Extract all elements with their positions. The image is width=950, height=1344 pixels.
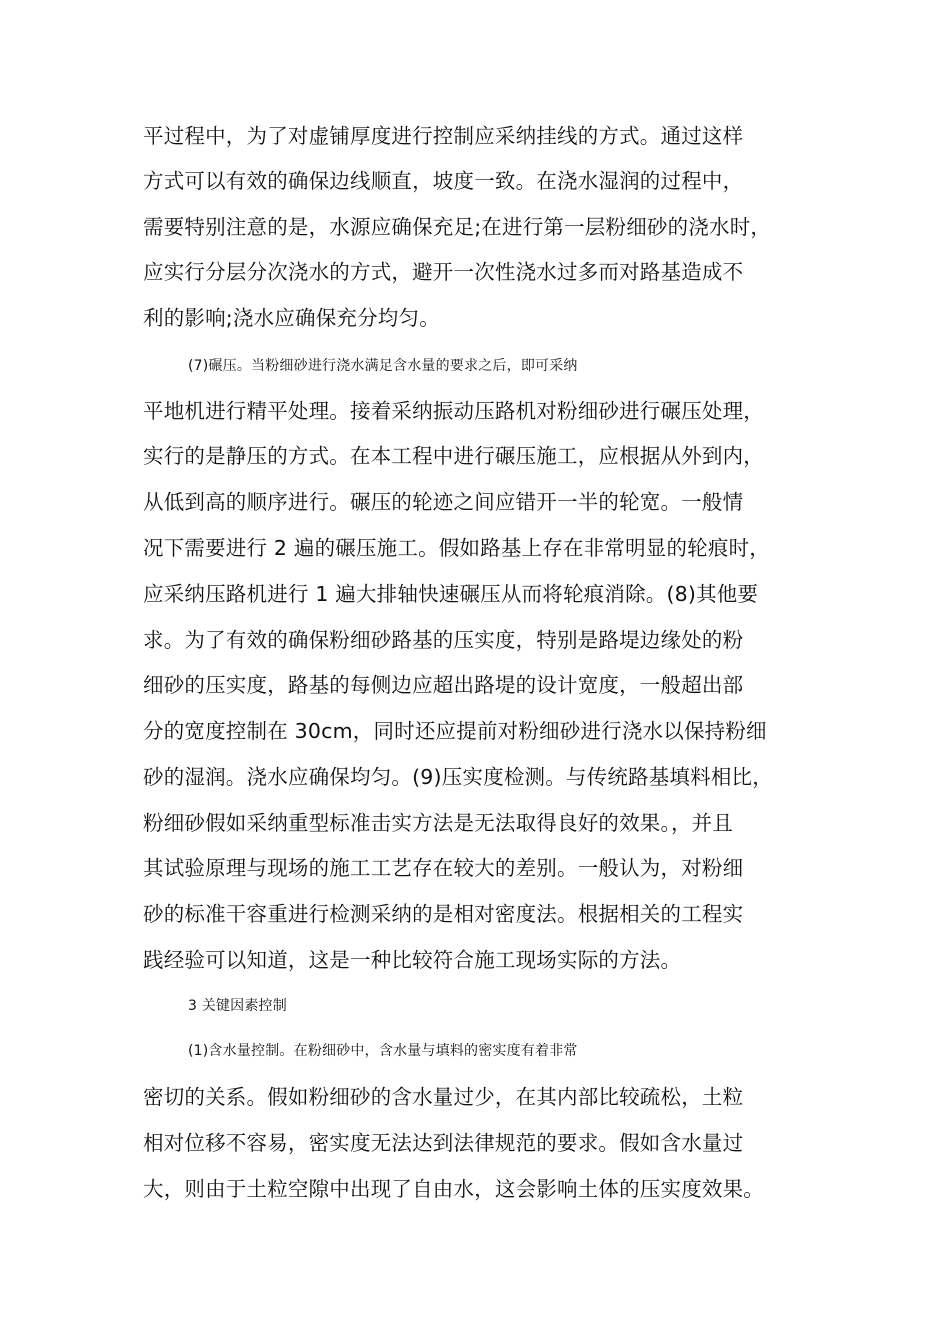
text-line: 粉细砂假如采纳重型标准击实方法是无法取得良好的效果。，并且	[143, 811, 734, 835]
text-line: 从低到高的顺序进行。碾压的轮迹之间应错开一半的轮宽。一般情	[143, 490, 744, 514]
text-line: 求。为了有效的确保粉细砂路基的压实度，特别是路堤边缘处的粉	[143, 628, 744, 652]
section-heading: 3 关键因素控制	[188, 998, 287, 1014]
text-line: 密切的关系。假如粉细砂的含水量过少，在其内部比较疏松，土粒	[143, 1085, 744, 1109]
text-line: 况下需要进行 2 遍的碾压施工。假如路基上存在非常明显的轮痕时，	[143, 536, 770, 560]
text-line: 实行的是静压的方式。在本工程中进行碾压施工，应根据从外到内，	[143, 444, 764, 468]
text-line: 平地机进行精平处理。接着采纳振动压路机对粉细砂进行碾压处理，	[143, 399, 764, 423]
text-line: 需要特别注意的是，水源应确保充足;在进行第一层粉细砂的浇水时，	[143, 215, 772, 239]
text-line: (1)含水量控制。在粉细砂中，含水量与填料的密实度有着非常	[188, 1043, 578, 1059]
text-line: 砂的标准干容重进行检测采纳的是相对密度法。根据相关的工程实	[143, 902, 744, 926]
text-line: 方式可以有效的确保边线顺直，坡度一致。在浇水湿润的过程中，	[143, 169, 744, 193]
text-line: 利的影响;浇水应确保充分均匀。	[143, 306, 440, 330]
text-line: 大，则由于土粒空隙中出现了自由水，这会影响土体的压实度效果。	[143, 1177, 764, 1201]
text-line: 其试验原理与现场的施工工艺存在较大的差别。一般认为，对粉细	[143, 856, 744, 880]
text-line: 平过程中，为了对虚铺厚度进行控制应采纳挂线的方式。通过这样	[143, 124, 744, 148]
text-line: 相对位移不容易，密实度无法达到法律规范的要求。假如含水量过	[143, 1131, 744, 1155]
text-line: 砂的湿润。浇水应确保均匀。(9)压实度检测。与传统路基填料相比，	[143, 765, 773, 789]
text-line: 应采纳压路机进行 1 遍大排轴快速碾压从而将轮痕消除。(8)其他要	[143, 582, 759, 606]
text-line: (7)碾压。当粉细砂进行浇水满足含水量的要求之后，即可采纳	[188, 358, 578, 374]
text-line: 践经验可以知道，这是一种比较符合施工现场实际的方法。	[143, 948, 682, 972]
text-line: 细砂的压实度，路基的每侧边应超出路堤的设计宽度，一般超出部	[143, 673, 744, 697]
text-line: 应实行分层分次浇水的方式，避开一次性浇水过多而对路基造成不	[143, 260, 744, 284]
text-line: 分的宽度控制在 30cm，同时还应提前对粉细砂进行浇水以保持粉细	[143, 719, 767, 743]
